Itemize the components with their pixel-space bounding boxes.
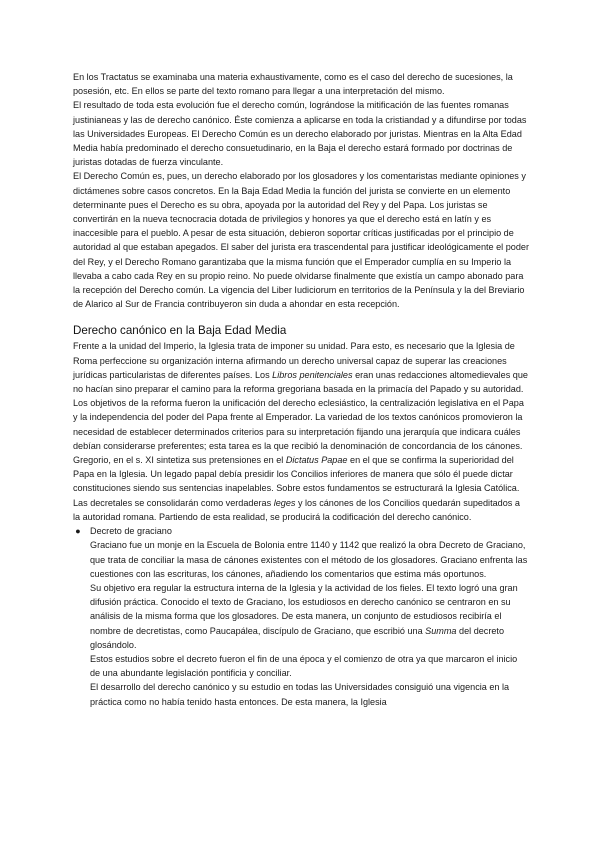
paragraph-unidad-iglesia: Frente a la unidad del Imperio, la Iglesia trata de imponer su unidad. Para esto, es necesario que la Iglesia de Roma perfeccione su organización interna afirmando un derecho universal capaz de superar las creaciones jurídicas particularistas de diferentes países. Los Libros penitenciales eran unas redacciones altomedievales que no hacían sino preparar el camino para la reforma gregoriana basada en la primacía del Papado y su autoridad. Los objetivos de la reforma fueron la unificación del derecho eclesiástico, la centralización legislativa en el Papa y la independencia del poder del Papa frente al Emperador. La variedad de los textos canónicos promovieron la necesidad de establecer determinados criterios para su interpretación fijando una jerarquía que indicara cuáles debían considerarse preferentes; esta tarea es la que recibió la denominación de concordancia de los cánones. — [73, 341, 528, 451]
emphasis-dictatus-papae: Dictatus Papae — [285, 455, 348, 466]
paragraph-estudios: Estos estudios sobre el decreto fueron el fin de una época y el comienzo de otra ya que marcaron el inicio de una abundante legislación pontificia y conciliar. — [90, 653, 518, 679]
paragraph-juristas: El Derecho Común es, pues, un derecho elaborado por los glosadores y los comentaristas mediante opiniones y dictámenes sobre casos concretos. En la Baja Edad Media la función del jurista se convierte en un elemento determinante pues el Derecho es su obra, apoyada por la autoridad del Rey y del Papa. Los juristas se convertirán en la nueva tecnocracia dotada de privilegios y honores ya que el derecho está en latín y es inaccesible para el pueblo. A pesar de esta situación, debieron soportar críticas justificadas por el principio de autoridad al que estaban apegados. El saber del jurista era trascendental para justificar ideológicamente el poder del Rey, y el Derecho Romano garantizaba que la misma función que el Emperador cumplía en su Imperio la llevaba a cabo cada Rey en su propio reino. No puede olvidarse finalmente que existía un campo abonado para la recepción del Derecho común. La vigencia del Liber Iudiciorum en territorios de la Península y la del Breviario de Alarico al Sur de Francia contribuyeron sin duda a ahondar en esta recepción. — [73, 171, 529, 310]
bullet-list — [73, 524, 529, 709]
bullet-title: Decreto de graciano — [90, 526, 172, 537]
emphasis-summa: Summa — [425, 625, 457, 636]
emphasis-leges: leges — [273, 497, 296, 508]
bullet-body — [90, 538, 529, 708]
paragraph-desarrollo: El desarrollo del derecho canónico y su estudio en todas las Universidades consiguió una vigencia en la práctica como no había tenido hasta entonces. De esta manera, la Iglesia — [90, 682, 510, 707]
document-page — [73, 70, 529, 709]
paragraph-gregorio: Gregorio, en el s. XI sintetiza sus pretensiones en el Dictatus Papae en el que se confirma la superioridad del Papa en la Iglesia. Un legado papal debía presidir los Concilios inferiores de manera que sólo él puede dictar constituciones siendo sus sentencias inapelables. Sobre estos fundamentos se estructurará la Iglesia Católica. Las decretales se consolidarán como verdaderas leges y los cánones de los Concilios quedarán supeditados a la autoridad romana. Partiendo de esta realidad, se producirá la codificación del derecho canónico. — [73, 455, 520, 522]
list-item — [75, 524, 529, 709]
paragraph-graciano: Graciano fue un monje en la Escuela de Bolonia entre 1140 y 1142 que realizó la obra Decreto de Graciano, que trata de conciliar la masa de cánones existentes con el método de los glosadores. Graciano enfrenta las cuestiones con las escrituras, los cánones, añadiendo los comentarios que estima más oportunos. — [90, 540, 528, 579]
paragraph-tractatus: En los Tractatus se examinaba una materia exhaustivamente, como es el caso del derecho de sucesiones, la posesión, etc. En ellos se parte del texto romano para llegar a una interpretación del mismo. — [73, 72, 513, 97]
emphasis-libros-penitenciales: Libros penitenciales — [272, 369, 353, 380]
paragraph-derecho-comun: El resultado de toda esta evolución fue el derecho común, lográndose la mitificación de las fuentes romanas justinianeas y las de derecho canónico. Éste comienza a aplicarse en toda la cristiandad y a difundirse por todas las Universidades Europeas. El Derecho Común es un derecho elaborado por juristas. Mientras en la Alta Edad Media había predominado el derecho consuetudinario, en la Baja el derecho estará formado por doctrinas de juristas dotadas de fuerza vinculante. — [73, 100, 527, 168]
paragraph-objetivo: Su objetivo era regular la estructura interna de la Iglesia y la actividad de los fieles. El texto logró una gran difusión práctica. Conocido el texto de Graciano, los estudiosos en derecho canónico se centraron en su análisis de la misma forma que los glosadores. De esta manera, un conjunto de estudiosos recibiría el nombre de decretistas, como Paucapálea, discípulo de Graciano, que escribió una Summa del decreto glosándolo. — [90, 582, 518, 650]
bullet-icon: ● — [75, 526, 81, 537]
section-heading: Derecho canónico en la Baja Edad Media — [73, 324, 287, 338]
